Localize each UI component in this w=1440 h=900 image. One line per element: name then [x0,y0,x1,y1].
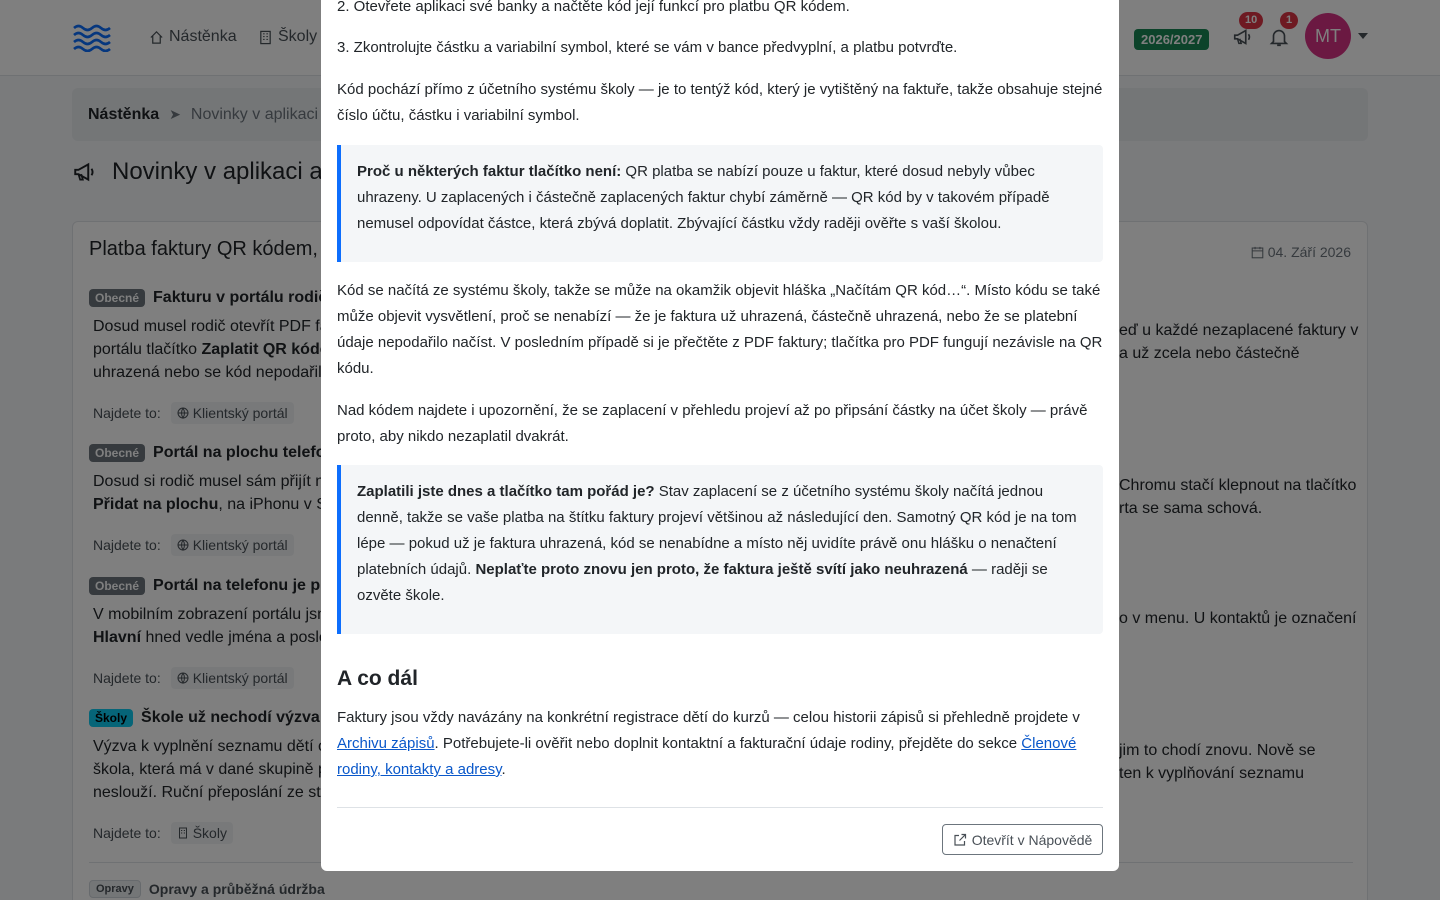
step-list-item: 3. Zkontrolujte částku a variabilní symbol, které se vám v bance předvyplní, a platbu potvrďte. [337,39,958,56]
callout-bold: Neplaťte proto znovu jen proto, že faktura ještě svítí jako neuhrazená [475,561,968,578]
external-link-icon [953,833,967,847]
open-in-help-button[interactable] [942,824,1103,855]
text-fragment: . [501,761,506,778]
button-label: Otevřít v Nápovědě [971,831,1093,848]
modal-footer-divider [337,807,1103,808]
callout-bold: Proč u některých faktur tlačítko není: [357,163,622,180]
news-detail-modal [321,0,1119,871]
text-fragment: Faktury jsou vždy navázány na konkrétní registrace dětí do kurzů — celou historii zápisů si přehledně projdete v [337,709,1080,726]
info-callout [337,145,1103,262]
archive-link[interactable]: Archivu zápisů [337,735,435,752]
info-callout [337,465,1103,634]
callout-bold: Zaplatili jste dnes a tlačítko tam pořád je? [357,483,655,500]
step-list-item: 2. Otevřete aplikaci své banky a načtěte kód její funkcí pro platbu QR kódem. [337,0,850,15]
text-fragment: . Potřebujete-li ověřit nebo doplnit kontaktní a fakturační údaje rodiny, přejděte do sekce [434,735,1022,752]
paragraph: Kód pochází přímo z účetního systému školy — je to tentýž kód, který je vytištěný na faktuře, takže obsahuje stejné číslo účtu, částku i variabilní symbol. [337,81,1103,124]
paragraph: Kód se načítá ze systému školy, takže se může na okamžik objevit hláška „Načítám QR kód…“. Místo kódu se také může objevit vysvětlení, proč se nenabízí — že je faktura už uhrazená, částečně uhrazená, nebo že se platební údaje nepodařilo načíst. V posledním případě si je přečtěte z PDF faktury; tlačítka pro PDF fungují nezávisle na QR kódu. [337,282,1103,377]
callout-text: Stav zaplacení se z účetního systému školy načítá jednou denně, takže se vaše platba na štítku faktury projeví většinou až následující den. Samotný QR kód je na tom lépe — pokud už je faktura uhrazená, kód se nenabídne a místo něj uvidíte právě onu hlášku o nenačtení platebních údajů. [357,483,1077,578]
paragraph: Nad kódem najdete i upozornění, že se zaplacení v přehledu projeví až po připsání částky na účet školy — právě proto, aby nikdo nezaplatil dvakrát. [337,402,1088,445]
callout-text: — raději se ozvěte škole. [357,561,1048,604]
section-heading: A co dál [337,667,418,690]
callout-text: QR platba se nabízí pouze u faktur, které dosud nebyly vůbec uhrazeny. U zaplacených i částečně zaplacených faktur chybí záměrně — QR kód by v takovém případě nemusel odpovídat částce, která zbývá doplatit. Zbývající částku vždy raději ověřte s vaší školou. [357,163,1050,232]
family-members-link[interactable]: Členové rodiny, kontakty a adresy [337,735,1077,778]
paragraph [337,705,1103,783]
